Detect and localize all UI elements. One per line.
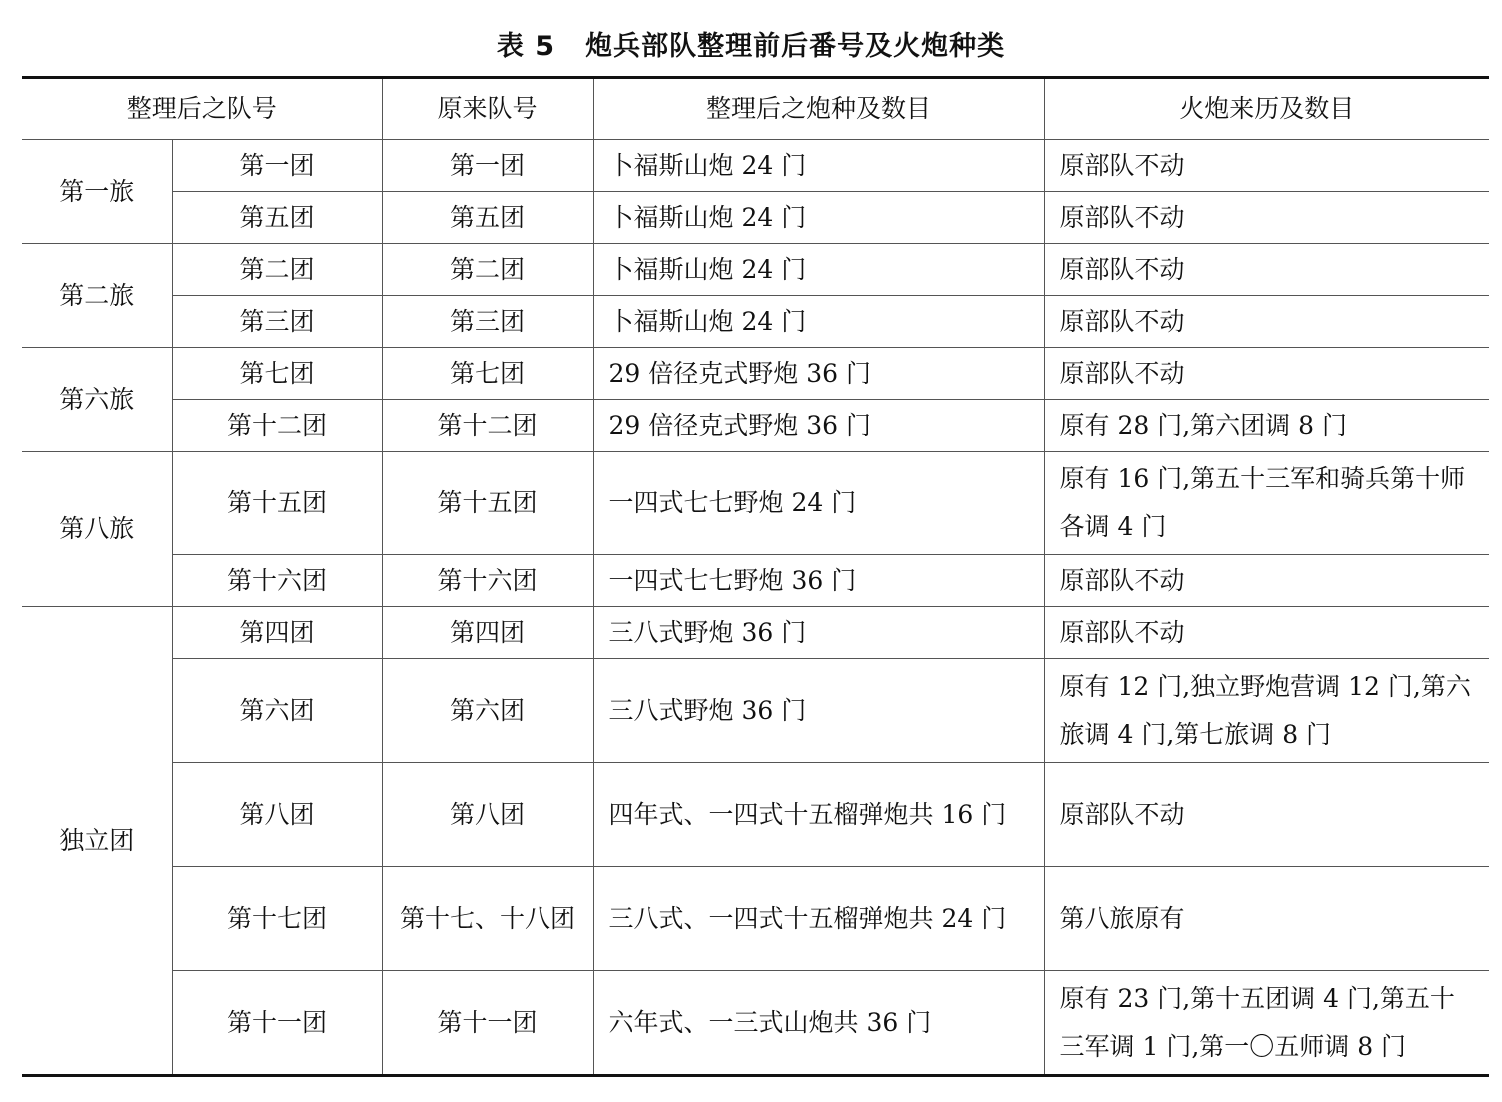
- origin-cell: 原部队不动: [1044, 244, 1489, 296]
- guns-cell: 一四式七七野炮 24 门: [593, 452, 1044, 555]
- guns-cell: 三八式野炮 36 门: [593, 607, 1044, 659]
- table-number: 表 5: [496, 31, 556, 62]
- brigade-cell: 第一旅: [22, 140, 172, 244]
- new-unit-cell: 第五团: [172, 192, 382, 244]
- origin-cell: 原部队不动: [1044, 555, 1489, 607]
- guns-cell: 四年式、一四式十五榴弹炮共 16 门: [593, 763, 1044, 867]
- old-unit-cell: 第十七、十八团: [382, 867, 593, 971]
- guns-cell: 29 倍径克式野炮 36 门: [593, 348, 1044, 400]
- old-unit-cell: 第五团: [382, 192, 593, 244]
- table-row: [22, 140, 1489, 192]
- header-new-unit: 整理后之队号: [22, 78, 382, 140]
- table-row: [22, 296, 1489, 348]
- table-row: [22, 971, 1489, 1076]
- table-row: [22, 659, 1489, 763]
- table-row: [22, 244, 1489, 296]
- origin-cell: 原部队不动: [1044, 296, 1489, 348]
- old-unit-cell: 第十五团: [382, 452, 593, 555]
- old-unit-cell: 第十六团: [382, 555, 593, 607]
- origin-cell: 原有 28 门,第六团调 8 门: [1044, 400, 1489, 452]
- old-unit-cell: 第六团: [382, 659, 593, 763]
- new-unit-cell: 第十七团: [172, 867, 382, 971]
- table-row: [22, 400, 1489, 452]
- origin-cell: 原部队不动: [1044, 140, 1489, 192]
- table-row: [22, 555, 1489, 607]
- new-unit-cell: 第十五团: [172, 452, 382, 555]
- old-unit-cell: 第七团: [382, 348, 593, 400]
- header-row: [22, 78, 1489, 140]
- new-unit-cell: 第十一团: [172, 971, 382, 1076]
- old-unit-cell: 第四团: [382, 607, 593, 659]
- header-origin: 火炮来历及数目: [1044, 78, 1489, 140]
- guns-cell: 卜福斯山炮 24 门: [593, 140, 1044, 192]
- table-row: [22, 348, 1489, 400]
- brigade-cell: 独立团: [22, 607, 172, 1076]
- old-unit-cell: 第八团: [382, 763, 593, 867]
- guns-cell: 三八式野炮 36 门: [593, 659, 1044, 763]
- new-unit-cell: 第十二团: [172, 400, 382, 452]
- old-unit-cell: 第三团: [382, 296, 593, 348]
- guns-cell: 卜福斯山炮 24 门: [593, 192, 1044, 244]
- origin-cell: 原部队不动: [1044, 607, 1489, 659]
- header-old-unit: 原来队号: [382, 78, 593, 140]
- brigade-cell: 第六旅: [22, 348, 172, 452]
- table-row: [22, 452, 1489, 555]
- brigade-cell: 第二旅: [22, 244, 172, 348]
- origin-cell: 原部队不动: [1044, 763, 1489, 867]
- origin-cell: 第八旅原有: [1044, 867, 1489, 971]
- new-unit-cell: 第八团: [172, 763, 382, 867]
- new-unit-cell: 第十六团: [172, 555, 382, 607]
- old-unit-cell: 第十一团: [382, 971, 593, 1076]
- guns-cell: 一四式七七野炮 36 门: [593, 555, 1044, 607]
- artillery-table: [22, 76, 1489, 1077]
- guns-cell: 卜福斯山炮 24 门: [593, 244, 1044, 296]
- old-unit-cell: 第二团: [382, 244, 593, 296]
- new-unit-cell: 第七团: [172, 348, 382, 400]
- origin-cell: 原有 23 门,第十五团调 4 门,第五十三军调 1 门,第一〇五师调 8 门: [1044, 971, 1489, 1076]
- guns-cell: 29 倍径克式野炮 36 门: [593, 400, 1044, 452]
- origin-cell: 原有 12 门,独立野炮营调 12 门,第六旅调 4 门,第七旅调 8 门: [1044, 659, 1489, 763]
- table-row: [22, 763, 1489, 867]
- guns-cell: 三八式、一四式十五榴弹炮共 24 门: [593, 867, 1044, 971]
- origin-cell: 原部队不动: [1044, 348, 1489, 400]
- new-unit-cell: 第一团: [172, 140, 382, 192]
- header-guns: 整理后之炮种及数目: [593, 78, 1044, 140]
- new-unit-cell: 第二团: [172, 244, 382, 296]
- guns-cell: 卜福斯山炮 24 门: [593, 296, 1044, 348]
- guns-cell: 六年式、一三式山炮共 36 门: [593, 971, 1044, 1076]
- origin-cell: 原部队不动: [1044, 192, 1489, 244]
- old-unit-cell: 第十二团: [382, 400, 593, 452]
- new-unit-cell: 第六团: [172, 659, 382, 763]
- table-caption: [0, 24, 1502, 63]
- brigade-cell: 第八旅: [22, 452, 172, 607]
- table-row: [22, 192, 1489, 244]
- new-unit-cell: 第四团: [172, 607, 382, 659]
- table-row: [22, 867, 1489, 971]
- new-unit-cell: 第三团: [172, 296, 382, 348]
- table-title: 炮兵部队整理前后番号及火炮种类: [585, 31, 1006, 62]
- origin-cell: 原有 16 门,第五十三军和骑兵第十师各调 4 门: [1044, 452, 1489, 555]
- table-row: [22, 607, 1489, 659]
- old-unit-cell: 第一团: [382, 140, 593, 192]
